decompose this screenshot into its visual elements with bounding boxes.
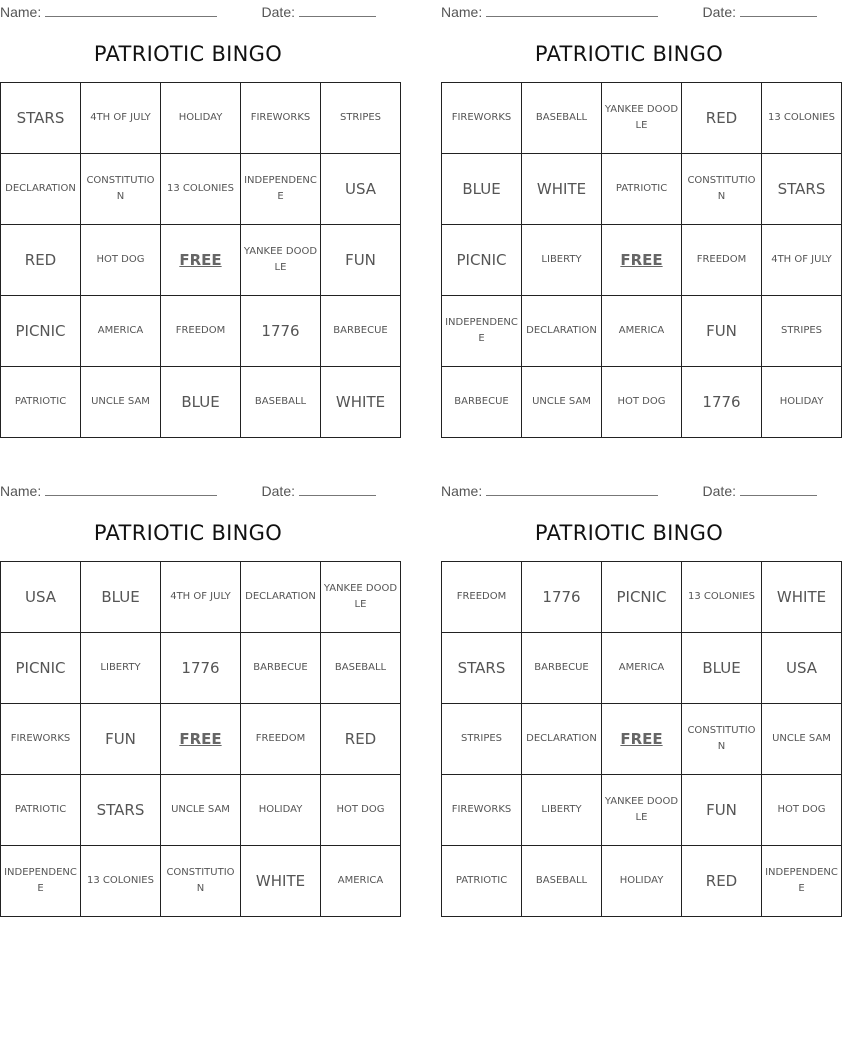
date-label: Date: — [702, 4, 736, 20]
bingo-cell[interactable]: DECLARATION — [522, 704, 602, 775]
bingo-cell[interactable]: HOLIDAY — [161, 83, 241, 154]
bingo-cell[interactable]: CONSTITUTION — [161, 846, 241, 917]
name-date-line — [0, 2, 376, 20]
bingo-cell[interactable]: HOT DOG — [321, 775, 401, 846]
bingo-cell[interactable]: LIBERTY — [522, 225, 602, 296]
bingo-cell[interactable]: LIBERTY — [522, 775, 602, 846]
name-blank[interactable] — [486, 2, 658, 17]
bingo-cell[interactable]: FREEDOM — [161, 296, 241, 367]
bingo-cell[interactable]: PATRIOTIC — [1, 775, 81, 846]
bingo-cell[interactable]: INDEPENDENCE — [1, 846, 81, 917]
bingo-cell[interactable]: HOLIDAY — [241, 775, 321, 846]
name-date-line — [0, 481, 376, 499]
bingo-cell[interactable]: STRIPES — [762, 296, 842, 367]
bingo-cell[interactable]: CONSTITUTION — [682, 704, 762, 775]
name-date-line — [441, 481, 817, 499]
bingo-cell[interactable]: INDEPENDENCE — [762, 846, 842, 917]
name-label: Name: — [441, 4, 483, 20]
bingo-cell[interactable]: BARBECUE — [522, 633, 602, 704]
name-blank[interactable] — [45, 2, 217, 17]
bingo-cell[interactable]: 1776 — [682, 367, 762, 438]
bingo-cell[interactable]: INDEPENDENCE — [241, 154, 321, 225]
bingo-cell[interactable]: PATRIOTIC — [602, 154, 682, 225]
date-blank[interactable] — [740, 2, 817, 17]
bingo-cell[interactable]: STARS — [1, 83, 81, 154]
name-blank[interactable] — [45, 481, 217, 496]
bingo-cell[interactable]: FREEDOM — [442, 562, 522, 633]
bingo-cell[interactable]: FREEDOM — [241, 704, 321, 775]
bingo-cell[interactable]: WHITE — [522, 154, 602, 225]
bingo-cell[interactable]: PICNIC — [442, 225, 522, 296]
bingo-cell[interactable]: BARBECUE — [442, 367, 522, 438]
bingo-row — [442, 562, 842, 633]
bingo-cell[interactable]: 13 COLONIES — [762, 83, 842, 154]
bingo-cell[interactable]: YANKEE DOODLE — [241, 225, 321, 296]
free-space-cell[interactable]: FREE — [161, 225, 241, 296]
bingo-cell[interactable]: USA — [762, 633, 842, 704]
bingo-cell[interactable]: BARBECUE — [241, 633, 321, 704]
bingo-cell[interactable]: STARS — [762, 154, 842, 225]
bingo-cell[interactable]: BLUE — [442, 154, 522, 225]
bingo-cell[interactable]: BASEBALL — [522, 83, 602, 154]
bingo-cell[interactable]: FIREWORKS — [1, 704, 81, 775]
bingo-cell[interactable]: YANKEE DOODLE — [602, 775, 682, 846]
bingo-cell[interactable]: WHITE — [321, 367, 401, 438]
bingo-row — [1, 775, 401, 846]
bingo-cell[interactable]: BASEBALL — [321, 633, 401, 704]
bingo-grid — [0, 82, 401, 438]
bingo-cell[interactable]: INDEPENDENCE — [442, 296, 522, 367]
bingo-cell[interactable]: STRIPES — [321, 83, 401, 154]
bingo-cell[interactable]: CONSTITUTION — [682, 154, 762, 225]
bingo-row — [1, 154, 401, 225]
bingo-cell[interactable]: 4TH OF JULY — [81, 83, 161, 154]
free-space-cell[interactable]: FREE — [161, 704, 241, 775]
date-label: Date: — [261, 483, 295, 499]
bingo-row — [1, 704, 401, 775]
name-label: Name: — [441, 483, 483, 499]
card-title: PATRIOTIC BINGO — [534, 42, 724, 66]
bingo-cell[interactable]: YANKEE DOODLE — [602, 83, 682, 154]
bingo-cell[interactable]: 13 COLONIES — [682, 562, 762, 633]
bingo-cell[interactable]: UNCLE SAM — [522, 367, 602, 438]
bingo-cell[interactable]: PATRIOTIC — [1, 367, 81, 438]
bingo-row — [442, 154, 842, 225]
bingo-row — [442, 633, 842, 704]
bingo-row — [1, 633, 401, 704]
bingo-cell[interactable]: 1776 — [241, 296, 321, 367]
bingo-cell[interactable]: FIREWORKS — [442, 83, 522, 154]
bingo-cell[interactable]: USA — [321, 154, 401, 225]
bingo-cell[interactable]: FUN — [321, 225, 401, 296]
bingo-cell[interactable]: 4TH OF JULY — [161, 562, 241, 633]
bingo-cell[interactable]: UNCLE SAM — [161, 775, 241, 846]
card-title: PATRIOTIC BINGO — [534, 521, 724, 545]
bingo-cell[interactable]: STARS — [442, 633, 522, 704]
bingo-cell[interactable]: 13 COLONIES — [161, 154, 241, 225]
free-space-cell[interactable]: FREE — [602, 225, 682, 296]
bingo-cell[interactable]: BLUE — [682, 633, 762, 704]
date-blank[interactable] — [740, 481, 817, 496]
bingo-cell[interactable]: AMERICA — [602, 296, 682, 367]
bingo-row — [442, 83, 842, 154]
bingo-row — [1, 296, 401, 367]
bingo-cell[interactable]: FUN — [682, 296, 762, 367]
bingo-cell[interactable]: FUN — [682, 775, 762, 846]
date-blank[interactable] — [299, 481, 376, 496]
bingo-cell[interactable]: DECLARATION — [1, 154, 81, 225]
bingo-cell[interactable]: BASEBALL — [522, 846, 602, 917]
bingo-row — [442, 775, 842, 846]
free-space-cell[interactable]: FREE — [602, 704, 682, 775]
bingo-cell[interactable]: AMERICA — [602, 633, 682, 704]
bingo-cell[interactable]: UNCLE SAM — [81, 367, 161, 438]
bingo-grid — [0, 561, 401, 917]
bingo-cell[interactable]: DECLARATION — [522, 296, 602, 367]
bingo-cell[interactable]: BLUE — [81, 562, 161, 633]
bingo-cell[interactable]: 4TH OF JULY — [762, 225, 842, 296]
bingo-card — [0, 479, 398, 919]
bingo-cell[interactable]: LIBERTY — [81, 633, 161, 704]
bingo-cell[interactable]: UNCLE SAM — [762, 704, 842, 775]
bingo-cell[interactable]: 13 COLONIES — [81, 846, 161, 917]
bingo-cell[interactable]: STARS — [81, 775, 161, 846]
card-title: PATRIOTIC BINGO — [93, 42, 283, 66]
bingo-cell[interactable]: PICNIC — [1, 633, 81, 704]
bingo-cell[interactable]: 1776 — [161, 633, 241, 704]
bingo-cell[interactable]: WHITE — [241, 846, 321, 917]
bingo-cell[interactable]: FREEDOM — [682, 225, 762, 296]
bingo-cell[interactable]: HOLIDAY — [762, 367, 842, 438]
bingo-row — [1, 846, 401, 917]
bingo-cell[interactable]: AMERICA — [321, 846, 401, 917]
bingo-row — [442, 846, 842, 917]
bingo-cell[interactable]: BLUE — [161, 367, 241, 438]
name-date-line — [441, 2, 817, 20]
date-label: Date: — [261, 4, 295, 20]
bingo-cell[interactable]: WHITE — [762, 562, 842, 633]
bingo-row — [442, 367, 842, 438]
bingo-card — [0, 0, 388, 440]
bingo-cell[interactable]: HOT DOG — [81, 225, 161, 296]
card-title: PATRIOTIC BINGO — [93, 521, 283, 545]
bingo-row — [1, 83, 401, 154]
bingo-cell[interactable]: PICNIC — [602, 562, 682, 633]
bingo-cell[interactable]: HOT DOG — [602, 367, 682, 438]
bingo-row — [1, 562, 401, 633]
bingo-card — [441, 0, 835, 440]
bingo-cell[interactable]: DECLARATION — [241, 562, 321, 633]
bingo-cell[interactable]: FIREWORKS — [442, 775, 522, 846]
bingo-row — [442, 704, 842, 775]
bingo-cell[interactable]: YANKEE DOODLE — [321, 562, 401, 633]
bingo-cell[interactable]: RED — [321, 704, 401, 775]
bingo-cell[interactable]: RED — [1, 225, 81, 296]
bingo-cell[interactable]: STRIPES — [442, 704, 522, 775]
bingo-row — [442, 225, 842, 296]
date-blank[interactable] — [299, 2, 376, 17]
bingo-row — [442, 296, 842, 367]
name-blank[interactable] — [486, 481, 658, 496]
name-label: Name: — [0, 483, 42, 499]
bingo-grid — [441, 82, 842, 438]
bingo-cell[interactable]: 1776 — [522, 562, 602, 633]
date-label: Date: — [702, 483, 736, 499]
bingo-cell[interactable]: AMERICA — [81, 296, 161, 367]
bingo-cell[interactable]: BARBECUE — [321, 296, 401, 367]
bingo-cell[interactable]: HOLIDAY — [602, 846, 682, 917]
bingo-row — [1, 367, 401, 438]
bingo-cell[interactable]: CONSTITUTION — [81, 154, 161, 225]
bingo-cell[interactable]: FIREWORKS — [241, 83, 321, 154]
bingo-cell[interactable]: RED — [682, 83, 762, 154]
bingo-cell[interactable]: USA — [1, 562, 81, 633]
bingo-cell[interactable]: BASEBALL — [241, 367, 321, 438]
bingo-grid — [441, 561, 842, 917]
bingo-card — [441, 479, 838, 919]
bingo-cell[interactable]: FUN — [81, 704, 161, 775]
bingo-cell[interactable]: PATRIOTIC — [442, 846, 522, 917]
bingo-cell[interactable]: PICNIC — [1, 296, 81, 367]
bingo-row — [1, 225, 401, 296]
name-label: Name: — [0, 4, 42, 20]
bingo-cell[interactable]: RED — [682, 846, 762, 917]
bingo-cell[interactable]: HOT DOG — [762, 775, 842, 846]
